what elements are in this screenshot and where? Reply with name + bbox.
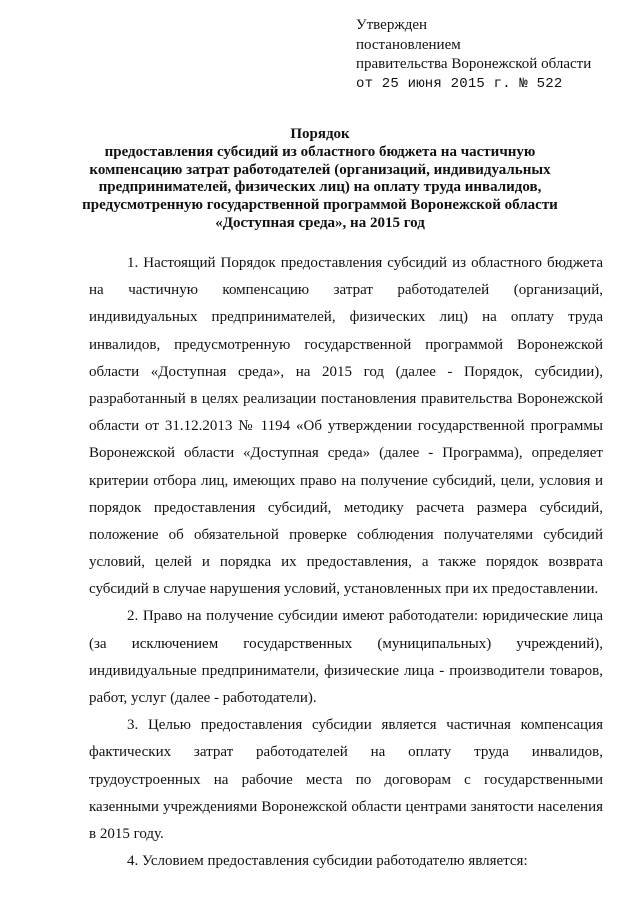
paragraph-line: условий, целей и порядка их предоставления, а также порядок возврата [89,554,603,571]
title-heading: Порядок [290,126,350,142]
paragraph-line: критерии отбора лиц, имеющих право на получение субсидий, цели, условия и [89,472,603,489]
document-body [89,250,603,875]
paragraph-line: индивидуальных предпринимателей, физических лиц) на оплату труда [89,309,603,326]
paragraph-4 [89,848,603,875]
paragraph-line: области «Доступная среда», на 2015 год (далее - Порядок, субсидии), [89,363,603,380]
paragraph-line: 3. Целью предоставления субсидии является частичная компенсация [127,717,603,734]
paragraph-line: области от 31.12.2013 № 1194 «Об утверждении государственной программы [89,418,603,435]
paragraph-line: в 2015 году. [89,825,164,842]
paragraph-line: разработанный в целях реализации постановления правительства Воронежской [89,390,603,407]
paragraph-line: (за исключением государственных (муниципальных) учреждений), [89,635,603,652]
approval-line-government: правительства Воронежской области [356,56,592,72]
paragraph-line: работ, услуг (далее - работодатели). [89,690,317,706]
paragraph-line: Воронежской области «Доступная среда» (далее - Программа), определяет [89,445,603,462]
paragraph-line: 1. Настоящий Порядок предоставления субсидий из областного бюджета [127,255,603,271]
title-line: предусмотренную государственной программой Воронежской области [82,197,558,214]
paragraph-line: положение об обязательной проверке соблюдения получателями субсидий [89,526,603,543]
title-line: компенсацию затрат работодателей (организаций, индивидуальных [89,161,551,178]
paragraph-line: инвалидов, предусмотренную государственной программой Воронежской [89,336,603,353]
approval-stamp [356,16,626,94]
paragraph-line: 4. Условием предоставления субсидии работодателю является: [127,853,528,870]
approval-line-approved: Утвержден [356,17,428,33]
paragraph-line: на частичную компенсацию затрат работодателей (организаций, [89,282,603,299]
paragraph-line: субсидий в случае нарушения условий, установленных при их предоставлении. [89,581,599,598]
paragraph-2 [89,603,603,712]
paragraph-line: 2. Право на получение субсидии имеют работодатели: юридические лица [127,608,603,625]
paragraph-line: фактических затрат работодателей на оплату труда инвалидов, [89,744,603,761]
paragraph-1 [89,250,603,603]
paragraph-line: трудоустроенных на рабочие места по договорам с государственными [89,771,603,788]
title-line: «Доступная среда», на 2015 год [215,214,425,231]
title-line: предоставления субсидий из областного бюджета на частичную [104,143,536,160]
approval-line-resolution: постановлением [356,36,461,53]
title-line: предпринимателей, физических лиц) на оплату труда инвалидов, [98,179,542,196]
paragraph-line: казенными учреждениями Воронежской области центрами занятости населения [89,798,603,815]
paragraph-line: индивидуальные предприниматели, физические лица - производители товаров, [89,662,603,679]
approval-line-date-number: от 25 июня 2015 г. № 522 [356,75,563,92]
document-title [70,126,570,233]
paragraph-line: порядок предоставления субсидий, методику расчета размера субсидий, [89,499,603,516]
paragraph-3 [89,712,603,848]
